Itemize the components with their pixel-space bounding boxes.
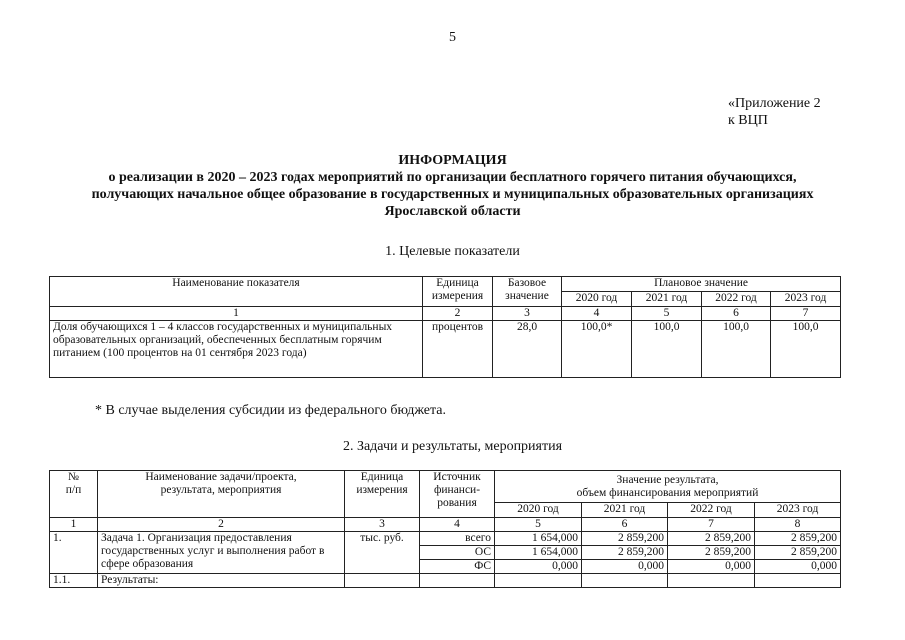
indicator-2021: 100,0 [632, 321, 702, 378]
header-2022: 2022 год [668, 503, 755, 518]
page-number: 5 [449, 30, 456, 45]
col-number: 6 [582, 518, 668, 532]
value-2022: 2 859,200 [668, 546, 755, 560]
col-number: 5 [495, 518, 582, 532]
column-numbers-row [50, 307, 841, 321]
title-line-2: получающих начальное общее образование в государственных и муниципальных образовательных организациях [91, 187, 814, 202]
indicator-name: Доля обучающихся 1 – 4 классов государственных и муниципальных образовательных организаций, обеспеченных бесплатным горячим питанием (100 процентов на 01 сентября 2023 года) [50, 321, 423, 378]
results-number: 1.1. [50, 574, 98, 588]
title-line-1: о реализации в 2020 – 2023 годах мероприятий по организации бесплатного горячего питания обучающихся, [108, 170, 797, 185]
col-number: 3 [345, 518, 420, 532]
task-number: 1. [50, 532, 98, 574]
document-title [0, 152, 905, 220]
header-2022: 2022 год [702, 292, 771, 307]
indicator-base: 28,0 [493, 321, 562, 378]
header-task-name: Наименование задачи/проекта, результата, мероприятия [98, 471, 345, 518]
col-number: 2 [423, 307, 493, 321]
appendix-label [728, 95, 821, 129]
header-funding-source: Источник финанси- рования [420, 471, 495, 518]
col-number: 8 [755, 518, 841, 532]
header-unit: Единица измерения [423, 277, 493, 307]
value-2023: 2 859,200 [755, 546, 841, 560]
col-number: 3 [493, 307, 562, 321]
header-base-value: Базовое значение [493, 277, 562, 307]
value-2021: 0,000 [582, 560, 668, 574]
col-number: 1 [50, 307, 423, 321]
col-number: 7 [668, 518, 755, 532]
appendix-line-1: «Приложение 2 [728, 96, 821, 111]
title-line-3: Ярославской области [384, 204, 521, 219]
funding-source: всего [420, 532, 495, 546]
indicator-2022: 100,0 [702, 321, 771, 378]
indicator-2020: 100,0* [562, 321, 632, 378]
value-2020: 0,000 [495, 560, 582, 574]
col-number: 7 [771, 307, 841, 321]
tasks-results-table [49, 470, 841, 588]
header-planned-value: Плановое значение [562, 277, 841, 292]
value-2023: 0,000 [755, 560, 841, 574]
indicator-unit: процентов [423, 321, 493, 378]
col-number: 1 [50, 518, 98, 532]
header-2021: 2021 год [582, 503, 668, 518]
title-heading: ИНФОРМАЦИЯ [398, 153, 507, 168]
value-2021: 2 859,200 [582, 532, 668, 546]
funding-source: ФС [420, 560, 495, 574]
header-indicator-name: Наименование показателя [50, 277, 423, 307]
indicator-2023: 100,0 [771, 321, 841, 378]
col-number: 4 [420, 518, 495, 532]
section2-heading: 2. Задачи и результаты, мероприятия [342, 439, 563, 454]
footnote: * В случае выделения субсидии из федерального бюджета. [95, 403, 447, 418]
col-number: 4 [562, 307, 632, 321]
funding-source: ОС [420, 546, 495, 560]
value-2023: 2 859,200 [755, 532, 841, 546]
target-indicators-table [49, 276, 841, 378]
task-name: Задача 1. Организация предоставления государственных услуг и выполнения работ в сфере образования [98, 532, 345, 574]
header-number: № п/п [50, 471, 98, 518]
header-unit: Единица измерения [345, 471, 420, 518]
column-numbers-row [50, 518, 841, 532]
header-2020: 2020 год [562, 292, 632, 307]
appendix-line-2: к ВЦП [728, 113, 768, 128]
value-2020: 1 654,000 [495, 532, 582, 546]
col-number: 2 [98, 518, 345, 532]
header-2020: 2020 год [495, 503, 582, 518]
task-unit: тыс. руб. [345, 532, 420, 574]
value-2022: 2 859,200 [668, 532, 755, 546]
section1-heading: 1. Целевые показатели [385, 244, 520, 259]
results-label: Результаты: [98, 574, 345, 588]
header-result-value: Значение результата, объем финансирования мероприятий [495, 471, 841, 503]
value-2020: 1 654,000 [495, 546, 582, 560]
value-2021: 2 859,200 [582, 546, 668, 560]
col-number: 6 [702, 307, 771, 321]
header-2023: 2023 год [771, 292, 841, 307]
header-2021: 2021 год [632, 292, 702, 307]
table-row [50, 574, 841, 588]
col-number: 5 [632, 307, 702, 321]
value-2022: 0,000 [668, 560, 755, 574]
header-2023: 2023 год [755, 503, 841, 518]
table-row [50, 321, 841, 378]
table-row [50, 532, 841, 546]
